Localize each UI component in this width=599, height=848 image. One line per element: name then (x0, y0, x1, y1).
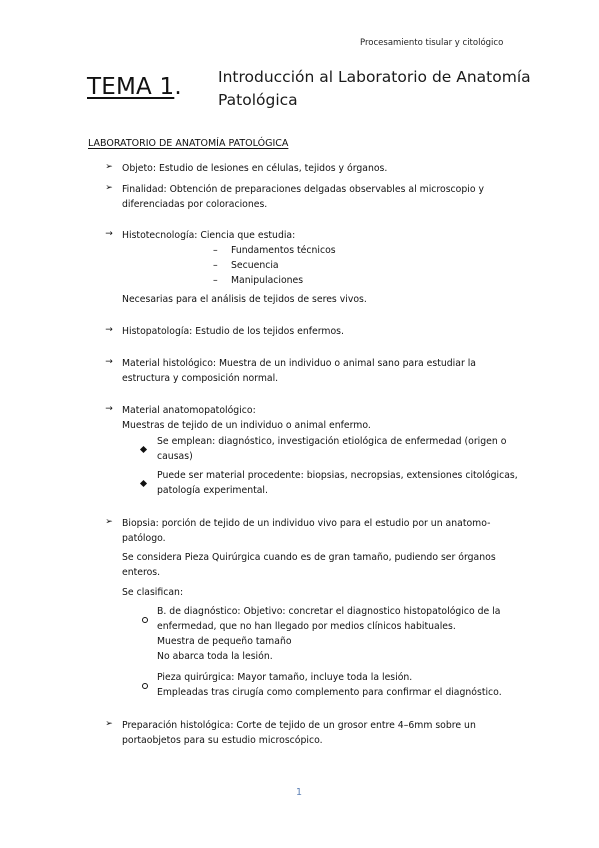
dash-bullet-icon: – (213, 260, 218, 271)
pieza-quirurgica-note-line-2: enteros. (122, 567, 161, 578)
sub-item-b-diagnostico-line-3: Muestra de pequeño tamaño (157, 636, 292, 647)
sub-item-se-emplean-line-2: causas) (157, 451, 193, 462)
arrowhead-bullet-icon: ➢ (105, 183, 113, 193)
sub-item-pieza-quirurgica-line-1: Pieza quirúrgica: Mayor tamaño, incluye toda la lesión. (157, 672, 413, 683)
arrow-bullet-icon: → (105, 404, 113, 414)
dash-bullet-icon: – (213, 275, 218, 286)
list-item-finalidad-line-2: diferenciadas por coloraciones. (122, 199, 268, 210)
sub-item-se-emplean-line-1: Se emplean: diagnóstico, investigación etiológica de enfermedad (origen o (157, 436, 507, 447)
list-item-preparacion-line-1: Preparación histológica: Corte de tejido de un grosor entre 4–6mm sobre un (122, 720, 476, 731)
sub-item-pieza-quirurgica-line-2: Empleadas tras cirugía como complemento para confirmar el diagnóstico. (157, 687, 502, 698)
histotecnologia-note: Necesarias para el análisis de tejidos de seres vivos. (122, 294, 367, 305)
list-item-material-anatomopatologico: Material anatomopatológico: (122, 405, 256, 416)
circle-bullet-icon (142, 608, 148, 627)
sub-item-manipulaciones: Manipulaciones (231, 275, 304, 286)
list-item-objeto: Objeto: Estudio de lesiones en células, tejidos y órganos. (122, 163, 388, 174)
arrowhead-bullet-icon: ➢ (105, 162, 113, 172)
page-number: 1 (296, 787, 303, 798)
sub-item-b-diagnostico-line-4: No abarca toda la lesión. (157, 651, 273, 662)
list-item-biopsia-line-2: patólogo. (122, 533, 166, 544)
arrow-bullet-icon: → (105, 229, 113, 239)
arrow-bullet-icon: → (105, 357, 113, 367)
topic-number-dot: . (174, 74, 182, 100)
list-item-histopatologia: Histopatología: Estudio de los tejidos enfermos. (122, 326, 344, 337)
arrowhead-bullet-icon: ➢ (105, 719, 113, 729)
list-item-histotecnologia: Histotecnología: Ciencia que estudia: (122, 230, 296, 241)
pieza-quirurgica-note-line-1: Se considera Pieza Quirúrgica cuando es de gran tamaño, pudiendo ser órganos (122, 552, 496, 563)
list-item-material-histologico-line-1: Material histológico: Muestra de un individuo o animal sano para estudiar la (122, 358, 477, 369)
se-clasifican-label: Se clasifican: (122, 587, 184, 598)
running-header: Procesamiento tisular y citológico (360, 38, 504, 48)
topic-number: TEMA 1 (87, 74, 175, 100)
sub-item-puede-ser-line-1: Puede ser material procedente: biopsias, necropsias, extensiones citológicas, (157, 470, 518, 481)
list-item-biopsia-line-1: Biopsia: porción de tejido de un individuo vivo para el estudio por un anatomo- (122, 518, 491, 529)
document-title-line-1: Introducción al Laboratorio de Anatomía (218, 68, 531, 86)
arrowhead-bullet-icon: ➢ (105, 517, 113, 527)
arrow-bullet-icon: → (105, 325, 113, 335)
sub-item-fundamentos: Fundamentos técnicos (231, 245, 336, 256)
sub-item-b-diagnostico-line-1: B. de diagnóstico: Objetivo: concretar el diagnostico histopatológico de la (157, 606, 501, 617)
section-heading: LABORATORIO DE ANATOMÍA PATOLÓGICA (88, 138, 289, 149)
topic-heading (87, 74, 182, 100)
list-item-finalidad-line-1: Finalidad: Obtención de preparaciones delgadas observables al microscopio y (122, 184, 484, 195)
sub-item-puede-ser-line-2: patología experimental. (157, 485, 268, 496)
sub-item-secuencia: Secuencia (231, 260, 279, 271)
diamond-bullet-icon (141, 471, 146, 490)
material-anatomopatologico-desc: Muestras de tejido de un individuo o animal enfermo. (122, 420, 371, 431)
dash-bullet-icon: – (213, 245, 218, 256)
list-item-preparacion-line-2: portaobjetos para su estudio microscópico. (122, 735, 323, 746)
circle-bullet-icon (142, 674, 148, 693)
diamond-bullet-icon (141, 437, 146, 456)
list-item-material-histologico-line-2: estructura y composición normal. (122, 373, 279, 384)
sub-item-b-diagnostico-line-2: enfermedad, que no han llegado por medios clínicos habituales. (157, 621, 456, 632)
document-title-line-2: Patológica (218, 91, 298, 109)
